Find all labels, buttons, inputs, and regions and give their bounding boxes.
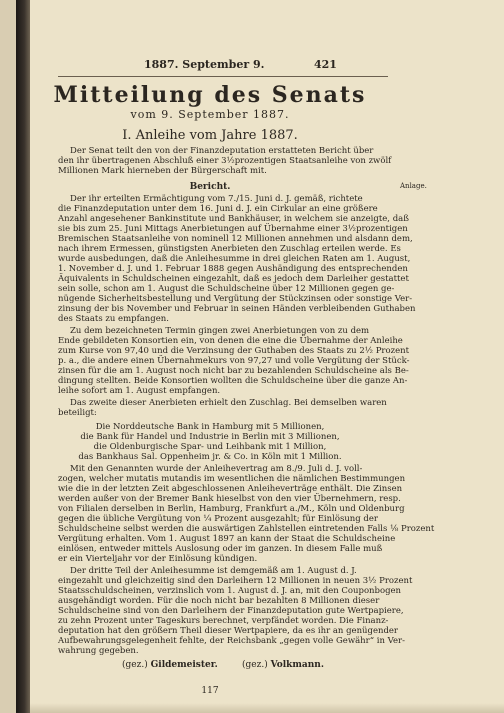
body-line: deputation hat den größern Theil dieser Wertpapiere, da es ihr an genügender	[58, 626, 398, 636]
participant-line: das Bankhaus Sal. Oppenheim jr. & Co. in Köln mit 1 Million.	[78, 452, 342, 462]
body-line: wie die in der letzten Zeit abgeschlossenen Anleiheverträge enthält. Die Zinsen	[58, 484, 403, 494]
signature-name: Volkmann.	[270, 660, 324, 670]
body-line: wurde ausbedungen, daß die Anleihesumme in drei gleichen Raten am 1. August,	[58, 254, 411, 264]
body-line: ausgehändigt worden. Für die noch nicht bar bezahlten 8 Millionen dieser	[58, 596, 380, 606]
body-line: p. a., die andere einen Übernahmekurs von 97,27 und volle Vergütung der Stück-	[58, 356, 410, 366]
header-rule	[58, 76, 388, 77]
body-line: leihe sofort am 1. August empfangen.	[58, 386, 221, 396]
book-gutter	[16, 0, 30, 713]
subheading: Bericht.	[189, 182, 231, 192]
body-line: Anzahl angesehener Bankinstitute und Bankhäuser, in welchem sie anzeigte, daß	[58, 214, 409, 224]
body-line: sie bis zum 25. Juni Mittags Anerbietungen auf Übernahme einer 3½prozentigen	[58, 224, 408, 234]
document-title: Mitteilung des Senats	[53, 82, 367, 108]
signature-name: Gildemeister.	[150, 660, 218, 670]
body-line: Vergütung erhalten. Vom 1. August 1897 an kann der Staat die Schuldscheine	[58, 534, 396, 544]
body-line: zinsen für die am 1. August noch nicht bar zu bezahlenden Schuldscheine als Be-	[58, 366, 409, 376]
section-heading: I. Anleihe vom Jahre 1887.	[122, 128, 298, 143]
body-line: Mit den Genannten wurde der Anleihevertrag am 8./9. Juli d. J. voll-	[70, 464, 363, 474]
body-line: 1. November d. J. und 1. Februar 1888 gegen Aushändigung des entsprechenden	[58, 264, 408, 274]
body-line: Schuldscheine sind von den Darleihern der Finanzdeputation gute Wertpapiere,	[58, 606, 404, 616]
footer-number: 117	[201, 686, 219, 696]
body-line: eingezahlt und gleichzeitig sind den Darleihern 12 Millionen in neuen 3½ Prozent	[58, 576, 413, 586]
body-line: Aufbewahrungsgelegenheit fehlte, der Reichsbank „gegen volle Gewähr“ in Ver-	[58, 636, 405, 646]
body-line: sein solle, schon am 1. August die Schuldscheine über 12 Millionen gegen ge-	[58, 284, 395, 294]
body-line: wahrung gegeben.	[58, 646, 139, 656]
body-line: des Staats zu empfangen.	[58, 314, 169, 324]
body-line: nügende Sicherheitsbestellung und Vergütung der Stückzinsen oder sonstige Ver-	[58, 294, 413, 304]
body-line: er ein Vierteljahr vor der Einlösung kündigen.	[58, 554, 258, 564]
body-line: werden außer von der Bremer Bank hieselbst von den vier Übernehmern, resp.	[58, 494, 401, 504]
body-line: Der ihr erteilten Ermächtigung vom 7./15. Juni d. J. gemäß, richtete	[70, 194, 363, 204]
body-line: zogen, welcher mutatis mutandis im wesentlichen die nämlichen Bestimmungen	[58, 474, 406, 484]
adjacent-page-edge	[0, 0, 16, 713]
signature-prefix: (gez.)	[122, 660, 148, 670]
body-line: von Filialen derselben in Berlin, Hamburg, Frankfurt a./M., Köln und Oldenburg	[58, 504, 405, 514]
body-line: beteiligt:	[58, 408, 97, 418]
body-line: Bremischen Staatsanleihe von nominell 12 Millionen annehmen und alsdann dem,	[58, 234, 413, 244]
document-page	[30, 0, 504, 713]
margin-note: Anlage.	[400, 182, 427, 190]
page-bottom-edge	[30, 703, 504, 713]
participant-line: Die Norddeutsche Bank in Hamburg mit 5 Millionen,	[95, 422, 325, 432]
body-line: nach ihrem Ermessen, günstigsten Anerbieten den Zuschlag erteilen werde. Es	[58, 244, 401, 254]
signature-2	[242, 660, 324, 670]
page-number: 421	[314, 58, 337, 71]
body-line: gegen die übliche Vergütung von ¼ Prozent ausgezahlt; für Einlösung der	[58, 514, 378, 524]
participant-line: die Bank für Handel und Industrie in Berlin mit 3 Millionen,	[80, 432, 340, 442]
intro-line: den ihr übertragenen Abschluß einer 3½prozentigen Staatsanleihe von zwölf	[58, 156, 392, 166]
signature-1	[122, 660, 218, 670]
body-line: Zu dem bezeichneten Termin gingen zwei Anerbietungen von zu dem	[70, 326, 370, 336]
body-line: Ende gebildeten Konsortien ein, von denen die eine die Übernahme der Anleihe	[58, 336, 403, 346]
body-line: zu zehn Prozent unter Tageskurs berechnet, verpfändet worden. Die Finanz-	[58, 616, 389, 626]
document-date: vom 9. September 1887.	[130, 108, 290, 121]
body-line: Staatsschuldscheinen, verzinslich vom 1. August d. J. an, mit den Couponbogen	[58, 586, 402, 596]
running-head: 1887. September 9.	[144, 58, 265, 71]
body-line: einlösen, entweder mittels Auslosung oder im ganzen. In diesem Falle muß	[58, 544, 383, 554]
body-line: Äquivalents in Schuldscheinen eingezahlt, daß es jedoch dem Darleiher gestattet	[58, 274, 409, 284]
signature-prefix: (gez.)	[242, 660, 268, 670]
body-line: Schuldscheine selbst werden die auswärtigen Zahlstellen eintretenden Falls ⅛ Prozent	[58, 524, 435, 534]
intro-line: Der Senat teilt den von der Finanzdeputation erstatteten Bericht über	[70, 146, 374, 156]
body-line: die Finanzdeputation unter dem 16. Juni d. J. ein Cirkular an eine größere	[58, 204, 378, 214]
body-line: zum Kurse von 97,40 und die Verzinsung der Guthaben des Staats zu 2½ Prozent	[58, 346, 409, 356]
intro-line: Millionen Mark hierneben der Bürgerschaft mit.	[58, 166, 267, 176]
body-line: Das zweite dieser Anerbieten erhielt den Zuschlag. Bei demselben waren	[70, 398, 387, 408]
body-line: zinsung der bis November und Februar in seinen Händen verbleibenden Guthaben	[58, 304, 416, 314]
participant-line: die Oldenburgische Spar- und Leihbank mit 1 Million,	[93, 442, 327, 452]
body-line: Der dritte Teil der Anleihesumme ist demgemäß am 1. August d. J.	[70, 566, 357, 576]
body-line: dingung stellten. Beide Konsortien wollten die Schuldscheine über die ganze An-	[58, 376, 408, 386]
